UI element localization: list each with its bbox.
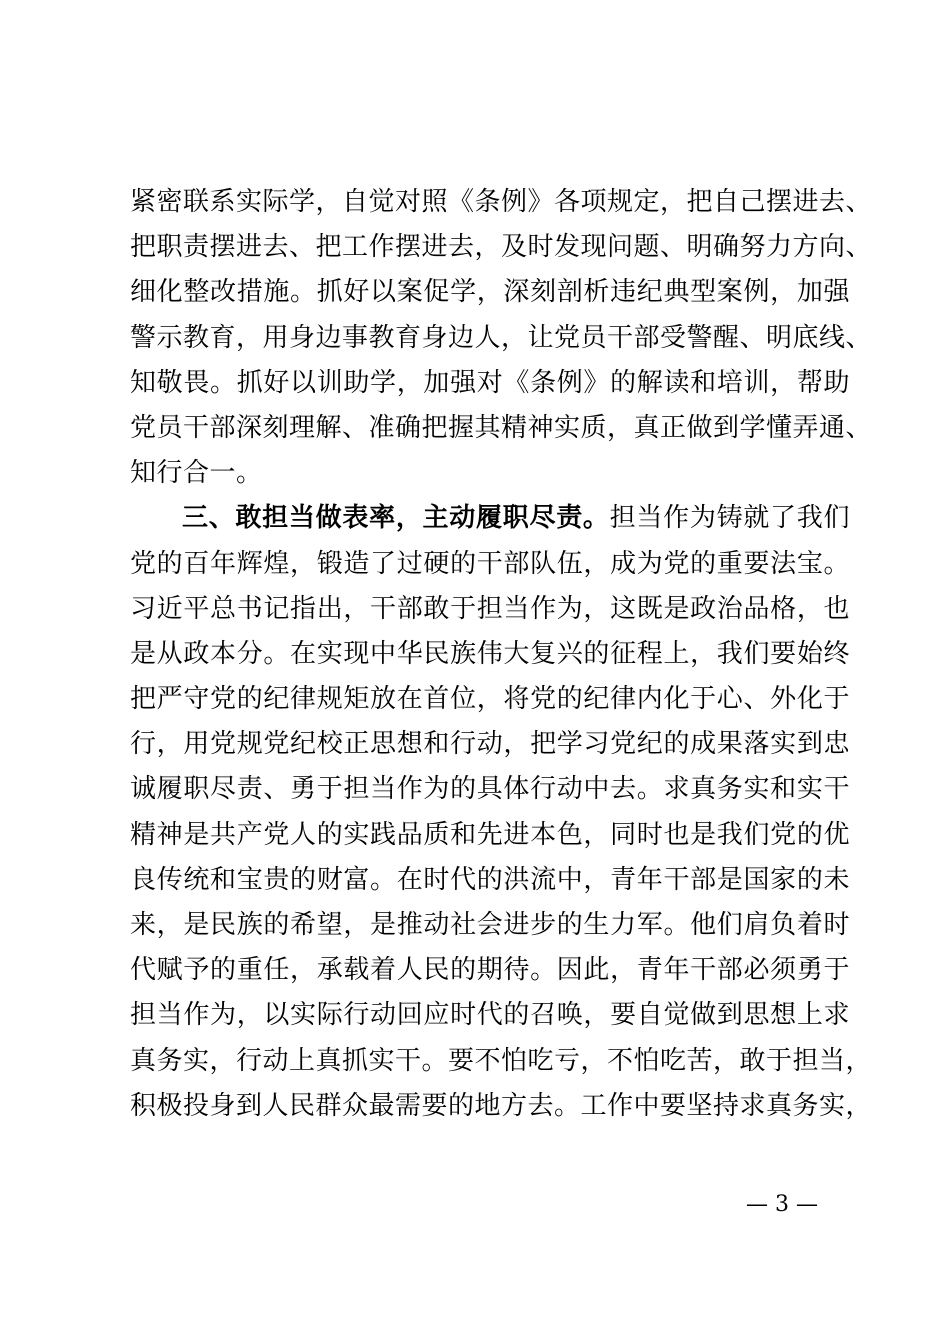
text-line: 党员干部深刻理解、准确把握其精神实质，真正做到学懂弄通、 xyxy=(130,412,873,443)
text-line: 习近平总书记指出，干部敢于担当作为，这既是政治品格，也 xyxy=(130,593,850,624)
text-line: 来，是民族的希望，是推动社会进步的生力军。他们肩负着时 xyxy=(130,910,850,940)
text-line: 警示教育，用身边事教育身边人，让党员干部受警醒、明底线、 xyxy=(130,322,873,353)
text-line: 代赋予的重任，承载着人民的期待。因此，青年干部必须勇于 xyxy=(130,955,850,986)
section-3-first-line-text: 担当作为铸就了我们 xyxy=(609,503,850,534)
text-line: 诚履职尽责、勇于担当作为的具体行动中去。求真务实和实干 xyxy=(130,774,850,805)
text-line: 知敬畏。抓好以训助学，加强对《条例》的解读和培训，帮助 xyxy=(130,367,850,398)
text-line: 知行合一。 xyxy=(130,458,263,489)
text-line: 党的百年辉煌，锻造了过硬的干部队伍，成为党的重要法宝。 xyxy=(130,548,850,579)
text-line: 把严守党的纪律规矩放在首位，将党的纪律内化于心、外化于 xyxy=(130,684,850,715)
text-line: 把职责摆进去、把工作摆进去，及时发现问题、明确努力方向、 xyxy=(130,232,873,263)
text-line: 积极投身到人民群众最需要的地方去。工作中要坚持求真务实， xyxy=(130,1090,873,1121)
text-line: 紧密联系实际学，自觉对照《条例》各项规定，把自己摆进去、 xyxy=(130,187,873,217)
text-line: 真务实，行动上真抓实干。要不怕吃亏，不怕吃苦，敢于担当， xyxy=(130,1045,873,1076)
text-line: 是从政本分。在实现中华民族伟大复兴的征程上，我们要始终 xyxy=(130,638,850,669)
text-line: 良传统和宝贵的财富。在时代的洪流中，青年干部是国家的未 xyxy=(130,864,850,895)
text-line: 行，用党规党纪校正思想和行动，把学习党纪的成果落实到忠 xyxy=(130,729,850,760)
section-3-heading: 三、敢担当做表率，主动履职尽责。 xyxy=(182,503,610,534)
text-line: 细化整改措施。抓好以案促学，深刻剖析违纪典型案例，加强 xyxy=(130,277,850,308)
document-body xyxy=(130,180,873,1129)
text-line: 担当作为，以实际行动回应时代的召唤，要自觉做到思想上求 xyxy=(130,1000,850,1031)
page-number: — 3 — xyxy=(746,1192,818,1217)
text-line: 精神是共产党人的实践品质和先进本色，同时也是我们党的优 xyxy=(130,819,850,850)
section-3-first-line xyxy=(130,496,850,541)
